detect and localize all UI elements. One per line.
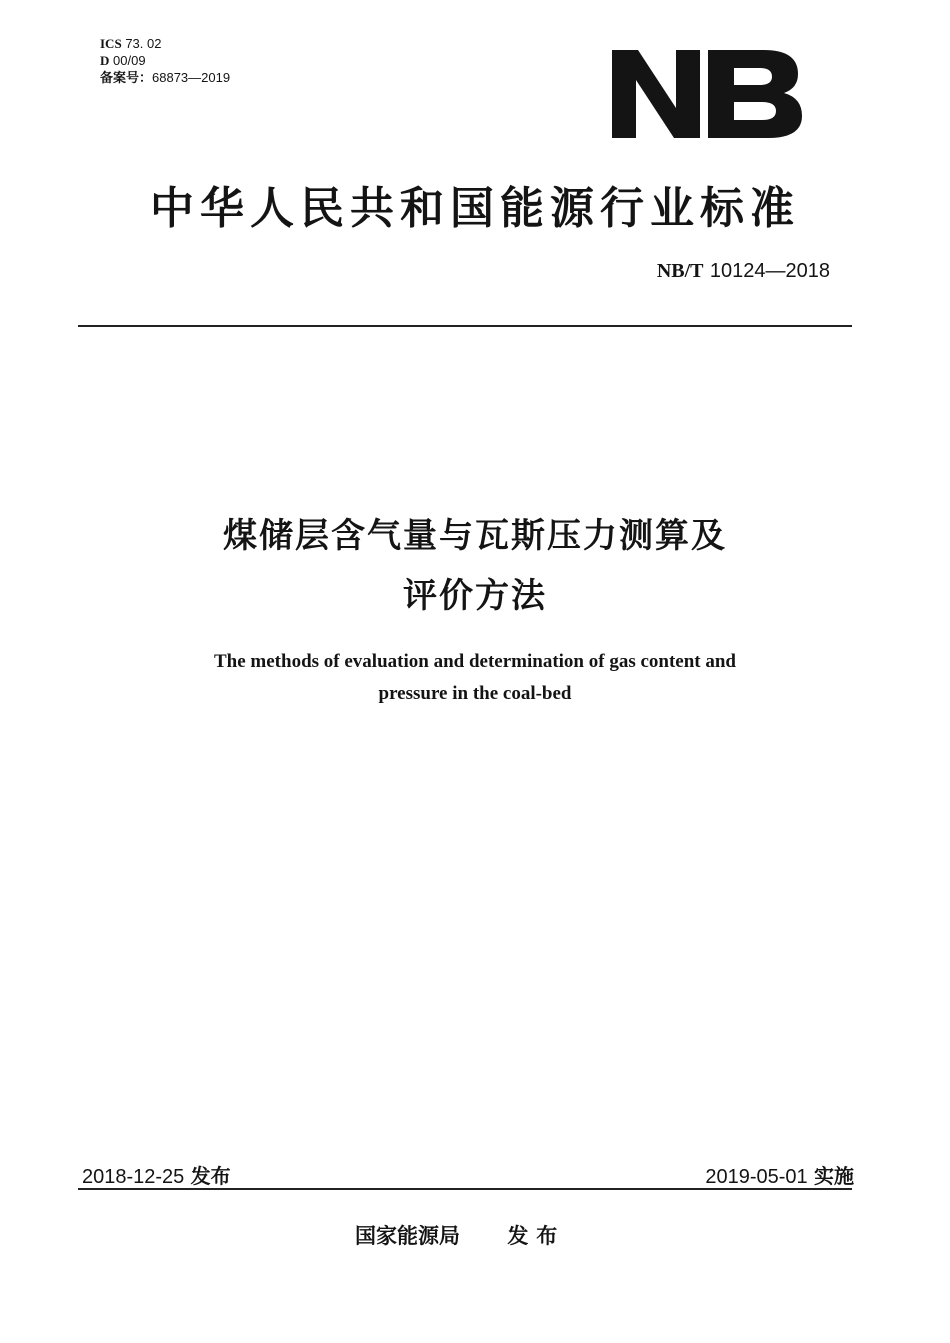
chinese-title-line-1: 煤储层含气量与瓦斯压力测算及: [223, 516, 727, 556]
ics-line: [100, 35, 230, 52]
effective-date-block: [705, 1160, 854, 1189]
top-divider: [78, 325, 852, 327]
issue-date: 2018-12-25: [82, 1166, 185, 1188]
effective-label: 实施: [814, 1164, 854, 1188]
english-title-line-2: pressure in the coal-bed: [378, 683, 572, 704]
category-prefix: D: [100, 53, 110, 68]
effective-date: 2019-05-01: [705, 1166, 808, 1188]
english-title-line-1: The methods of evaluation and determination of gas content and: [214, 651, 736, 672]
ics-code: 73. 02: [125, 36, 162, 51]
issue-date-block: [82, 1160, 231, 1189]
standard-code-number: 10124—2018: [709, 260, 830, 282]
publisher-name: 国家能源局: [355, 1224, 460, 1248]
standard-number: [657, 258, 830, 283]
nb-logo-graphic: [608, 30, 808, 150]
record-line: [100, 69, 230, 86]
publisher-action: 发布: [507, 1224, 566, 1248]
standard-code-prefix: NB/T: [656, 260, 704, 282]
record-label: 备案号：: [100, 70, 153, 85]
category-code: 00/09: [113, 53, 146, 68]
category-line: [100, 52, 230, 69]
classification-block: [100, 35, 230, 86]
standard-organization-title: 中华人民共和国能源行业标准: [150, 183, 800, 234]
record-number: 68873—2019: [152, 70, 231, 85]
ics-label: ICS: [100, 36, 122, 51]
chinese-title-line-2: 评价方法: [403, 576, 547, 616]
bottom-divider: [78, 1188, 852, 1190]
publisher-block: [355, 1220, 565, 1250]
issue-label: 发布: [190, 1164, 231, 1188]
nb-logo: [608, 30, 808, 150]
